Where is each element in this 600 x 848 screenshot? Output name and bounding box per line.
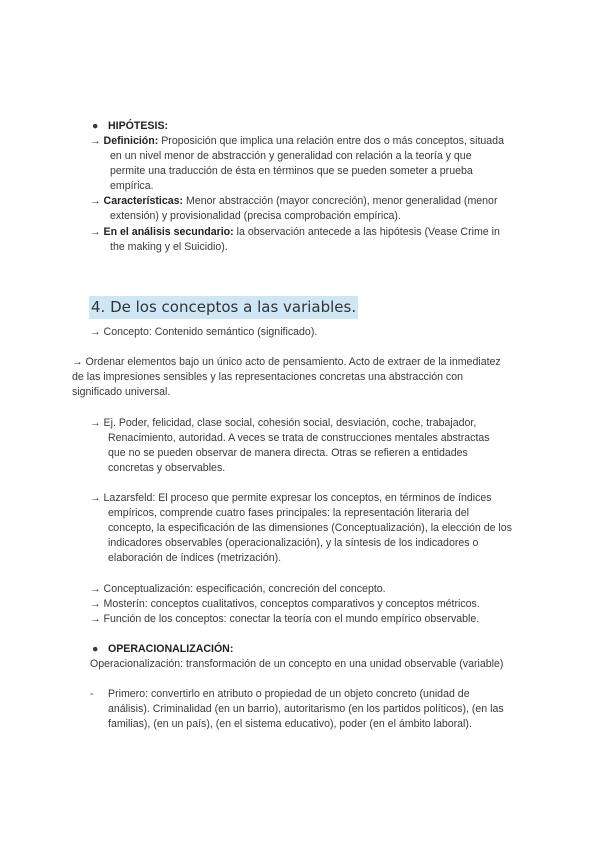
item-text: la observación antecede a las hipótesis (Vease Crime in — [236, 226, 500, 238]
paragraph-line: → Ej. Poder, felicidad, clase social, cohesión social, desviación, coche, trabajador, — [90, 417, 477, 429]
hipotesis-definicion — [90, 134, 504, 194]
item-text: extensión) y provisionalidad (precisa comprobación empírica). — [110, 210, 401, 222]
paragraph-line: significado universal. — [72, 386, 171, 398]
hipotesis-caracteristicas — [90, 194, 497, 224]
paragraph-line: Renacimiento, autoridad. A veces se trata de construcciones mentales abstractas — [108, 432, 490, 444]
arrow-icon: → — [90, 195, 101, 207]
lazarsfeld-paragraph — [90, 491, 512, 566]
paragraph-line: indicadores observables (operacionalización), y la síntesis de los indicadores o — [108, 537, 479, 549]
paragraph-line: concepto, la especificación de las dimensiones (Conceptualización), la elección de los — [108, 522, 512, 534]
item-label: Características: — [103, 195, 184, 207]
hipotesis-analisis — [90, 225, 500, 255]
item-text: empírica. — [110, 180, 154, 192]
paragraph-line: de las impresiones sensibles y las representaciones concretas una abstracción con — [72, 371, 464, 383]
funcion-line: → Función de los conceptos: conectar la teoría con el mundo empírico observable. — [90, 613, 480, 625]
dash-icon: - — [90, 688, 94, 700]
ordenar-paragraph — [72, 355, 501, 400]
item-text: Primero: convertirlo en atributo o propiedad de un objeto concreto (unidad de — [108, 688, 470, 700]
ejemplo-paragraph — [90, 416, 490, 476]
short-lines — [90, 582, 480, 627]
paragraph-line: que no se pueden observar de manera directa. Otras se refieren a entidades — [108, 447, 468, 459]
item-text: en un nivel menor de abstracción y generalidad con relación a la teoría y que — [110, 150, 472, 162]
paragraph-line: elaboración de índices (metrización). — [108, 552, 282, 564]
operacionalizacion-heading — [92, 642, 233, 657]
item-text: Proposición que implica una relación entre dos o más conceptos, situada — [161, 135, 504, 147]
paragraph-line: empíricos, comprende cuatro fases principales: la representación literaria del — [108, 507, 469, 519]
item-label: En el análisis secundario: — [103, 226, 234, 238]
item-text: familias), (en un país), (en el sistema educativo), poder (en el ámbito laboral). — [108, 718, 472, 730]
mosterin-line: → Mosterín: conceptos cualitativos, conceptos comparativos y conceptos métricos. — [90, 598, 480, 610]
arrow-icon: → — [90, 135, 101, 147]
item-text: the making y el Suicidio). — [110, 241, 228, 253]
bullet-icon: ● — [92, 643, 99, 655]
arrow-icon: → — [90, 226, 101, 238]
item-text: análisis). Criminalidad (en un barrio), autoritarismo (en los partidos políticos), (en las — [108, 703, 504, 715]
paragraph-line: → Lazarsfeld: El proceso que permite expresar los conceptos, en términos de índices — [90, 492, 492, 504]
paragraph-line: concretas y observables. — [108, 462, 226, 474]
paragraph-line: → Ordenar elementos bajo un único acto de pensamiento. Acto de extraer de la inmediatez — [72, 356, 501, 368]
item-text: permite una traducción de ésta en términos que se pueden someter a prueba — [110, 165, 473, 177]
operacionalizacion-title: OPERACIONALIZACIÓN: — [108, 643, 234, 655]
concepto-line: → Concepto: Contenido semántico (significado). — [90, 326, 318, 338]
item-label: Definición: — [103, 135, 159, 147]
bullet-icon: ● — [92, 120, 99, 132]
hipotesis-title: HIPÓTESIS: — [108, 120, 169, 132]
conceptualizacion-line: → Conceptualización: especificación, concreción del concepto. — [90, 583, 386, 595]
section-heading: 4. De los conceptos a las variables. — [89, 296, 358, 319]
operacionalizacion-definition: Operacionalización: transformación de un concepto en una unidad observable (variable) — [90, 658, 504, 670]
primero-item — [90, 687, 504, 732]
hipotesis-heading — [92, 119, 168, 134]
item-text: Menor abstracción (mayor concreción), menor generalidad (menor — [186, 195, 498, 207]
